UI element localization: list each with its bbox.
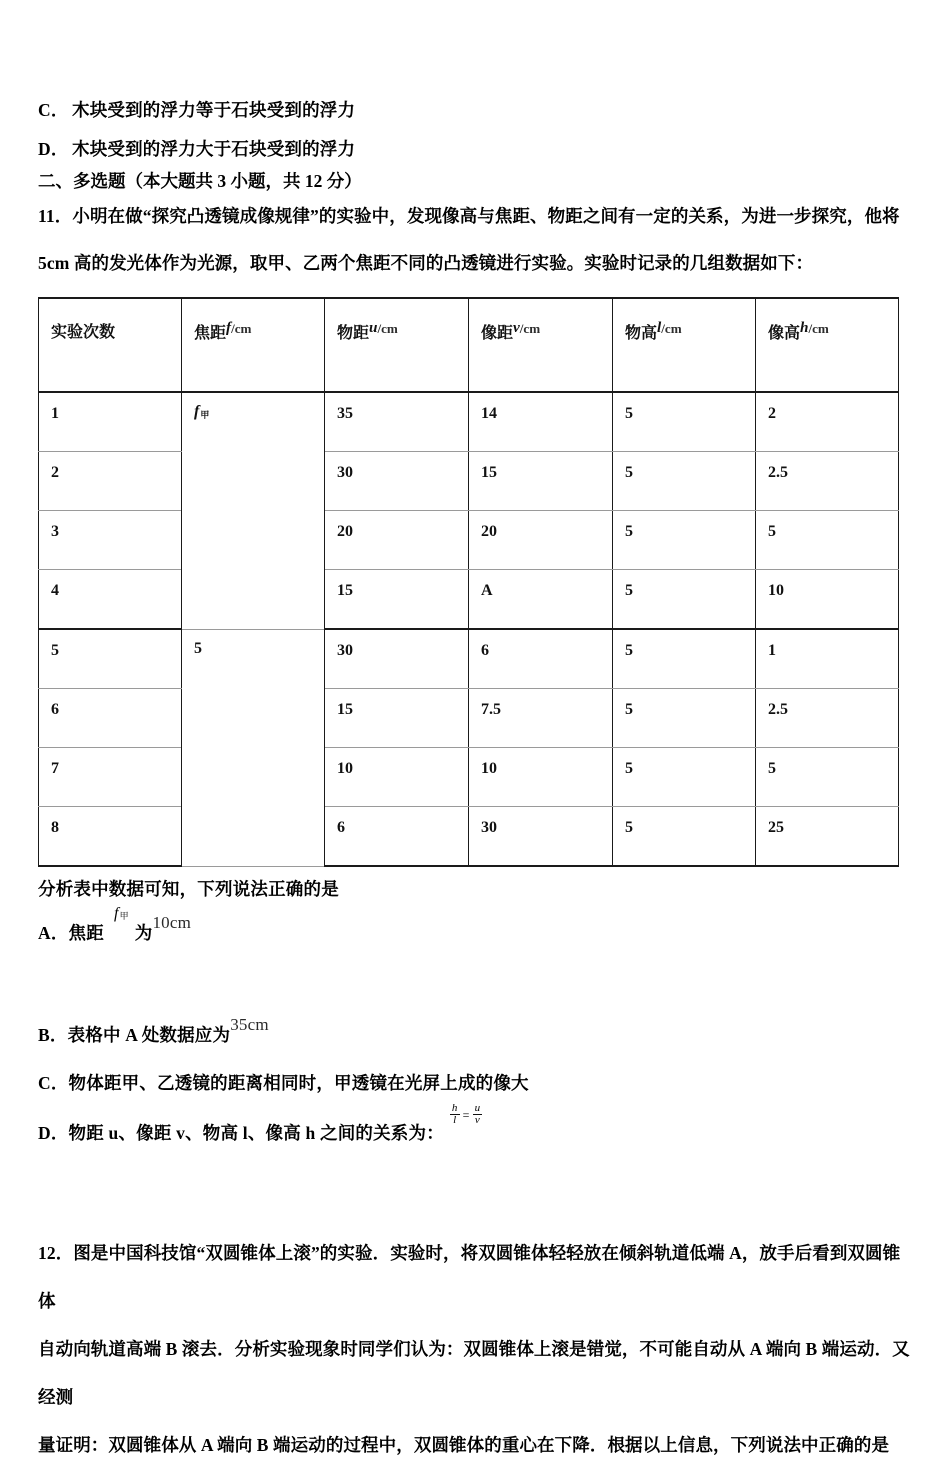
cell-image-distance: 30 [469,807,613,867]
option-a-label: A． [38,922,69,943]
cell-object-height: 5 [613,689,756,748]
section-heading: 二、多选题（本大题共 3 小题，共 12 分） [38,171,362,191]
cell-focal-group-2: 5 [182,629,325,866]
option-b-value: 35cm [230,1014,269,1034]
formula-equals: = [462,1107,470,1122]
option-d-text: 物距 u、像距 v、物高 l、像高 h 之间的关系为： [68,1122,444,1143]
cell-object-height: 5 [613,748,756,807]
cell-image-distance: 15 [469,452,613,511]
question-12-line2: 自动向轨道高端 B 滚去．分析实验现象时同学们认为：双圆锥体上滚是错觉，不可能自动从 A 端向 B 端运动．又经测 [38,1338,910,1407]
cell-object-distance: 30 [325,629,469,689]
option-c-top [38,80,913,119]
header-cell-image-distance: 像距$v^{/cm}$ [469,298,613,392]
cell-image-height: 2.5 [756,452,899,511]
cell-object-height: 5 [613,570,756,630]
cell-image-height: 5 [756,748,899,807]
cell-object-height: 5 [613,452,756,511]
cell-image-height: 10 [756,570,899,630]
cell-image-distance: 7.5 [469,689,613,748]
cell-object-height: 5 [613,807,756,867]
cell-object-distance: 35 [325,392,469,452]
header-cell-focal: 焦距$f^{/cm}$ [182,298,325,392]
cell-image-distance: 14 [469,392,613,452]
header-cell-trial: 实验次数 [39,298,182,392]
question-12-line1: 图是中国科技馆“双圆锥体上滚”的实验．实验时，将双圆锥体轻轻放在倾斜轨道低端 A，放手后看到双圆锥体 [38,1242,901,1311]
cell-object-distance: 15 [325,689,469,748]
cell-image-distance: 6 [469,629,613,689]
question-11-line2: 5cm 高的发光体作为光源，取甲、乙两个焦距不同的凸透镜进行实验。实验时记录的几组数据如下： [38,253,814,273]
cell-image-distance: A [469,570,613,630]
cell-object-distance: 30 [325,452,469,511]
cell-image-height: 2 [756,392,899,452]
option-b-label: B． [38,1024,68,1045]
table-row [39,570,899,630]
page-content [38,80,913,1469]
cell-object-distance: 6 [325,807,469,867]
question-11-number: 11． [38,206,73,226]
question-11-paragraph [38,193,913,287]
formula-fraction-right: $\frac{u}{v}$ [474,1101,481,1127]
cell-object-distance: 10 [325,748,469,807]
table-row [39,689,899,748]
cell-object-height: 5 [613,629,756,689]
cell-image-height: 1 [756,629,899,689]
table-header-row [39,298,899,392]
option-d-top-text: 木块受到的浮力大于石块受到的浮力 [72,138,356,159]
option-a-text2: 为 [134,922,153,943]
cell-object-height: 5 [613,392,756,452]
cell-focal-group-1: $f_甲$ [182,392,325,629]
header-cell-image-height: 像高$h^{/cm}$ [756,298,899,392]
cell-trial: 1 [39,392,182,452]
option-d [38,1101,913,1163]
header-cell-object-height: 物高$l^{/cm}$ [613,298,756,392]
cell-object-height: 5 [613,511,756,570]
cell-trial: 8 [39,807,182,867]
experiment-data-table [38,297,899,867]
option-a-value: 10cm [152,912,192,932]
option-b-text: 表格中 A 处数据应为 [67,1024,231,1045]
option-d-top [38,119,913,158]
table-row [39,392,899,452]
question-12-number: 12． [38,1242,74,1263]
question-11-prompt: 分析表中数据可知，下列说法正确的是 [38,879,339,899]
question-12-line3: 量证明：双圆锥体从 A 端向 B 端运动的过程中，双圆锥体的重心在下降．根据以上信息，下列说法中正确的是 [38,1434,890,1455]
formula-fraction-left: $\frac{h}{l}$ [451,1101,458,1127]
cell-trial: 6 [39,689,182,748]
option-d-top-label: D． [38,138,69,159]
header-cell-object-distance: 物距$u^{/cm}$ [325,298,469,392]
question-11-line1: 小明在做“探究凸透镜成像规律”的实验中，发现像高与焦距、物距之间有一定的关系，为进一步探究，他将 [72,206,900,226]
cell-trial: 2 [39,452,182,511]
table-row [39,807,899,867]
cell-trial: 5 [39,629,182,689]
table-row [39,748,899,807]
cell-image-distance: 20 [469,511,613,570]
question-12-paragraph [38,1229,913,1469]
option-b [38,1014,913,1075]
cell-image-height: 2.5 [756,689,899,748]
cell-trial: 4 [39,570,182,630]
cell-trial: 7 [39,748,182,807]
cell-trial: 3 [39,511,182,570]
table-row [39,629,899,689]
option-c-top-text: 木块受到的浮力等于石块受到的浮力 [72,99,356,120]
option-c-text: 物体距甲、乙透镜的距离相同时，甲透镜在光屏上成的像大 [68,1072,529,1093]
option-c-label: C． [38,1072,69,1093]
table-row [39,452,899,511]
cell-image-distance: 10 [469,748,613,807]
table-row [39,511,899,570]
option-c-top-label: C． [38,99,69,120]
cell-object-distance: 20 [325,511,469,570]
cell-object-distance: 15 [325,570,469,630]
option-d-label: D． [38,1122,69,1143]
option-a-text1: 焦距 [68,922,104,943]
option-a-symbol: $f_甲$ [113,904,129,922]
option-a [38,904,913,967]
option-d-formula [450,1103,482,1127]
cell-image-height: 5 [756,511,899,570]
cell-image-height: 25 [756,807,899,867]
